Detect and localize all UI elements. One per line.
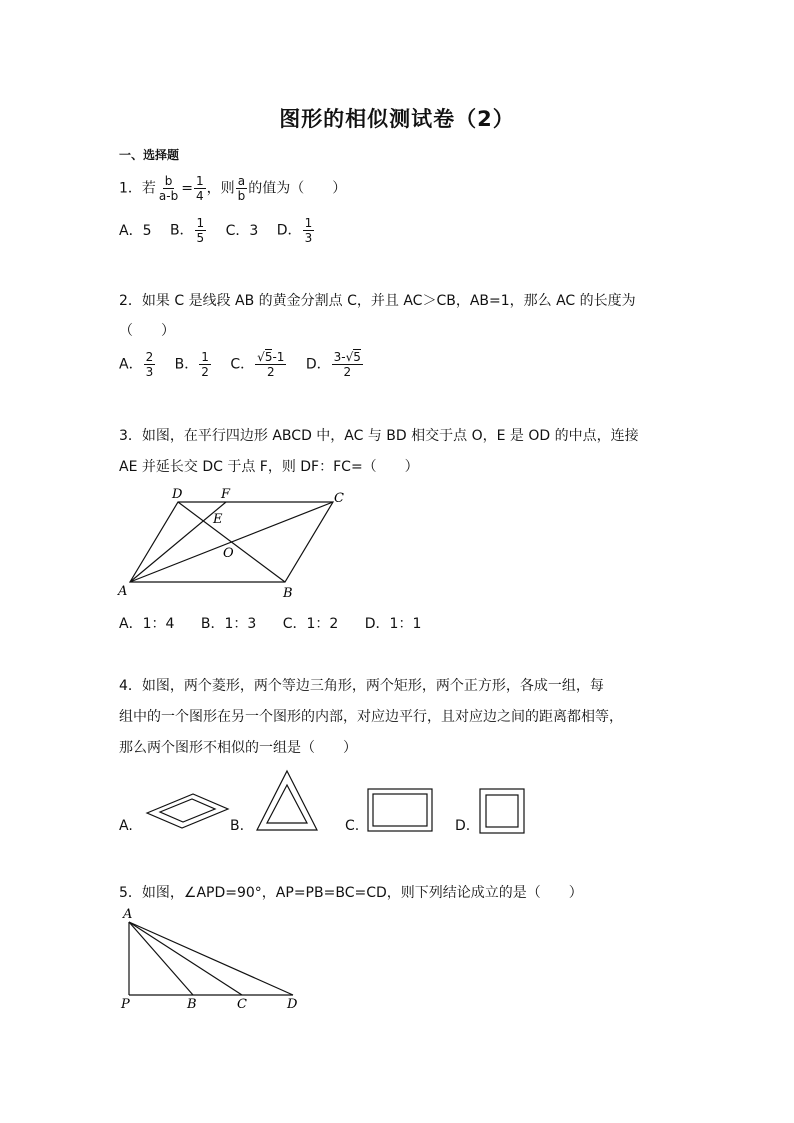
q1-b-num: 1	[196, 216, 205, 230]
label-a-q5: A	[123, 907, 133, 922]
q2-option-d-frac	[332, 350, 363, 379]
q1-option-d-label: D．	[276, 222, 302, 239]
q1-fraction-2	[194, 174, 206, 203]
q1-frac2-den: 4	[195, 189, 204, 203]
page-title: 图形的相似测试卷（2）	[279, 107, 515, 131]
q4-line-1: 4．如图，两个菱形，两个等边三角形，两个矩形，两个正方形，各成一组，每	[119, 678, 604, 694]
q2-d-head: 3-	[333, 350, 346, 364]
q2-option-d-label: D．	[305, 356, 331, 373]
q1-fraction-3	[236, 174, 248, 203]
q2-option-a[interactable]	[119, 350, 156, 379]
label-b: B	[283, 586, 293, 600]
inner-square	[486, 795, 518, 827]
inner-triangle	[267, 785, 307, 823]
q1-b-den: 5	[196, 231, 205, 245]
q3-option-b[interactable]: B．1：3	[200, 616, 257, 632]
q2-options	[119, 350, 378, 379]
label-f: F	[221, 487, 231, 502]
diagonal-bd	[178, 502, 285, 582]
q2-c-den: 2	[266, 365, 275, 379]
q1-options	[119, 216, 329, 245]
rectangle-pair-figure	[366, 787, 434, 833]
label-c-q5: C	[237, 997, 247, 1012]
q1-frac1-den: a-b	[158, 189, 179, 203]
q2-b-den: 2	[201, 365, 209, 379]
q2-line-1: 2．如果 C 是线段 AB 的黄金分割点 C，并且 AC＞CB，AB=1，那么 AC 的长度为	[119, 293, 636, 309]
q4-line-3: 那么两个图形不相似的一组是（ ）	[119, 740, 357, 756]
q2-d-num: 3-√5	[333, 350, 361, 364]
q2-option-a-frac	[144, 350, 156, 379]
q2-option-b[interactable]	[175, 350, 212, 379]
segment-ab	[129, 922, 193, 995]
q2-b-num: 1	[201, 350, 209, 364]
q2-c-tail: -1	[272, 350, 285, 364]
q2-option-c-frac	[255, 350, 286, 379]
inner-rhombus	[160, 799, 215, 822]
label-p: P	[121, 997, 130, 1012]
q1-option-d[interactable]	[277, 216, 315, 245]
q1-option-b-label: B．	[169, 222, 194, 239]
q3-option-a[interactable]: A．1：4	[119, 616, 175, 632]
q2-a-den: 3	[145, 365, 154, 379]
rhombus-pair-figure	[144, 790, 230, 834]
label-o: O	[223, 546, 234, 561]
q4-option-b[interactable]: B.	[230, 818, 245, 834]
q2-option-c-label: C．	[230, 356, 255, 373]
q1-frac3-num: a	[237, 174, 246, 188]
q2-option-c[interactable]	[230, 350, 287, 379]
q1-frac2-num: 1	[195, 174, 204, 188]
label-c: C	[334, 491, 344, 506]
q1-mid-text: ，则	[206, 180, 235, 197]
q1-d-num: 1	[304, 216, 313, 230]
parallelogram-figure	[115, 485, 355, 600]
q1-frac1-num: b	[164, 174, 173, 188]
label-e: E	[213, 512, 223, 527]
q3-option-c[interactable]: C．1：2	[282, 616, 339, 632]
inner-rectangle	[373, 794, 427, 826]
q3-options	[119, 613, 435, 633]
q2-a-num: 2	[145, 350, 154, 364]
q4-option-a[interactable]: A.	[119, 818, 133, 834]
q1-number: 1．若	[119, 180, 156, 197]
q2-option-b-frac	[199, 350, 211, 379]
q2-option-d[interactable]	[306, 350, 364, 379]
q2-option-b-label: B．	[174, 356, 199, 373]
q3-option-d[interactable]: D．1：1	[364, 616, 422, 632]
triangle-pair-figure	[254, 768, 320, 834]
q1-option-c[interactable]: C．3	[225, 222, 259, 239]
q4-option-c[interactable]: C.	[345, 818, 360, 834]
q2-c-num: √5-1	[257, 350, 285, 364]
q3-line-1: 3．如图，在平行四边形 ABCD 中，AC 与 BD 相交于点 O，E 是 OD 的中点，连接	[119, 428, 639, 444]
q1-option-a[interactable]: A．5	[119, 222, 152, 239]
q1-option-b-frac	[195, 216, 207, 245]
q5-line-1: 5．如图，∠APD=90°，AP=PB=BC=CD，则下列结论成立的是（ ）	[119, 885, 583, 901]
q2-c-root: 5	[264, 350, 273, 364]
q1-d-den: 3	[304, 231, 313, 245]
q2-d-root: 5	[353, 350, 361, 364]
q2-option-a-label: A．	[119, 356, 143, 373]
segment-af	[130, 502, 226, 582]
label-d-q5: D	[287, 997, 298, 1012]
q1-fraction-1	[157, 174, 180, 203]
question-1	[119, 174, 346, 203]
q4-line-2: 组中的一个图形在另一个图形的内部，对应边平行，且对应边之间的距离都相等，	[119, 709, 623, 725]
right-triangle-figure	[115, 905, 315, 1015]
outer-rhombus	[147, 794, 228, 828]
square-pair-figure	[478, 787, 526, 835]
segment-ad	[129, 922, 293, 995]
label-d: D	[172, 487, 183, 502]
q2-line-2: （ ）	[119, 323, 175, 339]
outer-rectangle	[368, 789, 432, 831]
label-b-q5: B	[187, 997, 197, 1012]
q1-option-b[interactable]	[170, 216, 207, 245]
outer-triangle	[257, 771, 317, 830]
section-heading: 一、选择题	[119, 148, 180, 162]
q3-line-2: AE 并延长交 DC 于点 F，则 DF：FC=（ ）	[119, 459, 419, 475]
q1-tail-text: 的值为（ ）	[248, 180, 347, 197]
segment-ac	[129, 922, 242, 995]
q4-option-d[interactable]: D.	[455, 818, 471, 834]
q1-equals: =	[181, 180, 193, 197]
q1-option-d-frac	[303, 216, 315, 245]
q2-d-den: 2	[343, 365, 352, 379]
q1-frac3-den: b	[237, 189, 246, 203]
label-a: A	[118, 584, 128, 599]
